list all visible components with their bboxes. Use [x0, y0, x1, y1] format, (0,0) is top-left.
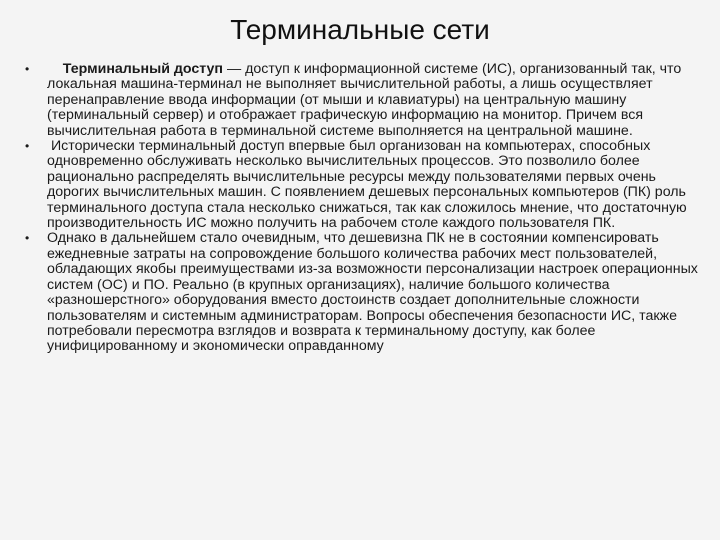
bullet-text [47, 138, 691, 231]
bullet-body: — доступ к информационной системе (ИС), организованный так, что локальная машина-терминал не выполняет вычислительной работы, а лишь осуществляет перенаправление ввода информации (от мыши и клавиатуры) на центральную машину (терминальный сервер) и отображает графическую информацию на монитор. Причем вся вычислительная работа в терминальной системе выполняется на центральной машине. [47, 61, 682, 139]
bullet-item-3 [20, 231, 700, 354]
bullet-marker-icon: • [25, 231, 30, 246]
bullet-body: Исторически терминальный доступ впервые был организован на компьютерах, способных одновременно обслуживать несколько вычислительных процессов. Это позволило более рационально распределять вычислительные ресурсы между пользователями первых очень дорогих вычислительных машин. С появлением дешевых персональных компьютеров (ПК) роль терминального доступа стала несколько снижаться, так как сложилось мнение, что достаточную производительность ИС можно получить на рабочем столе каждого пользователя ПК. [47, 138, 691, 232]
slide-title: Терминальные сети [230, 14, 490, 45]
bullet-marker-icon: • [25, 139, 30, 154]
bullet-item-1 [20, 62, 700, 139]
bullet-item-2 [20, 139, 700, 231]
bullet-body: Однако в дальнейшем стало очевидным, что дешевизна ПК не в состоянии компенсировать ежедневные затраты на сопровождение большого количества рабочих мест пользователей, обладающих якобы преимуществами из-за возможности персонализации настроек операционных систем (ОС) и ПО. Реально (в крупных организациях), наличие большого количества «разношерстного» оборудования вместо достоинств создает дополнительные сложности пользователям и системным администраторам. Вопросы обеспечения безопасности ИС, также потребовали пересмотра взглядов и возврата к терминальному доступу, как более унифицированному и экономически оправданному [47, 230, 698, 355]
bullet-marker-icon: • [25, 62, 30, 76]
bullet-text [47, 61, 681, 139]
bullet-term: Терминальный доступ [62, 61, 224, 77]
bullet-list [20, 62, 700, 355]
bullet-text [47, 230, 698, 354]
bullet-lead-spacer [47, 61, 63, 77]
